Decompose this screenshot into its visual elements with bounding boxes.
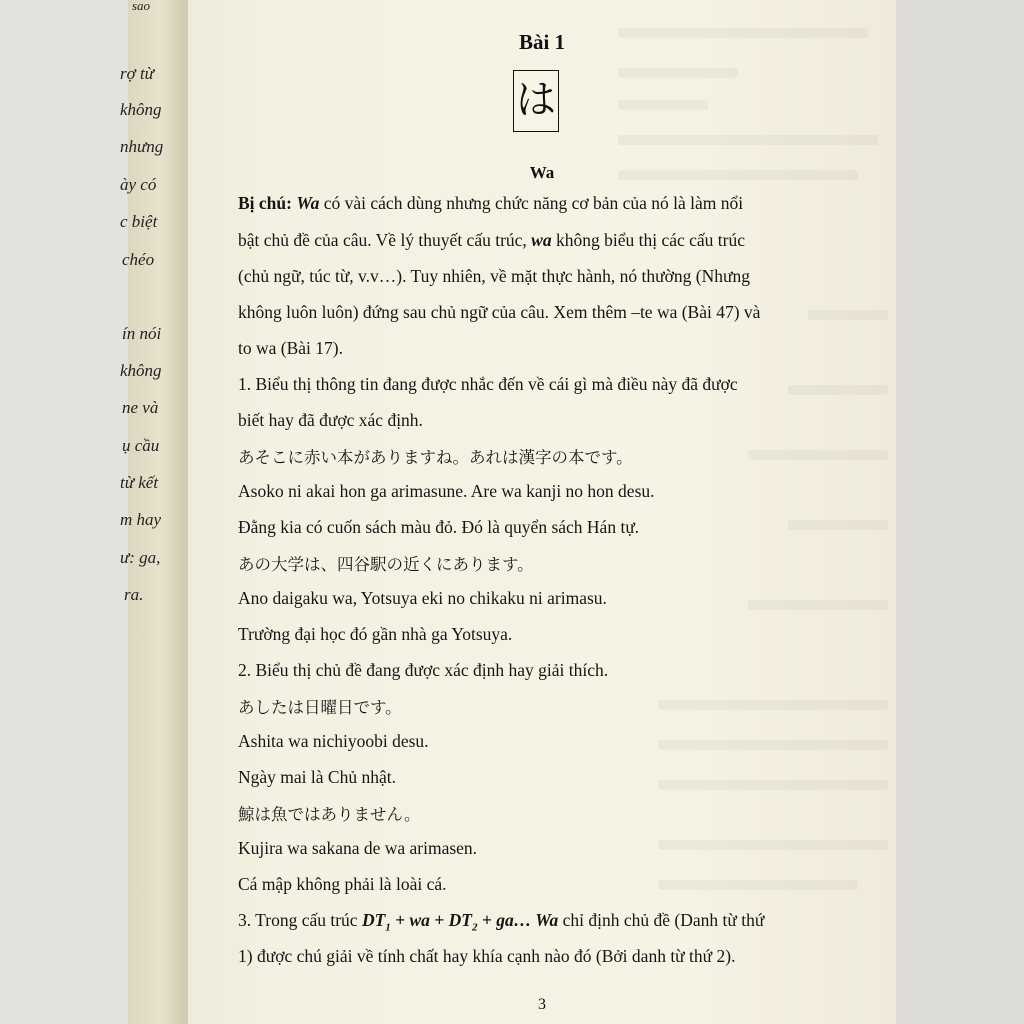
example-vietnamese: Đằng kia có cuốn sách màu đỏ. Đó là quyển sách Hán tự. (238, 517, 640, 537)
left-fragment: m hay (120, 510, 162, 529)
example-japanese: 鯨は魚ではありません。 (238, 805, 421, 824)
example-japanese: あしたは日曜日です。 (238, 698, 402, 717)
section-1-heading: biết hay đã được xác định. (238, 410, 423, 430)
example-vietnamese: Trường đại học đó gần nhà ga Yotsuya. (238, 624, 513, 644)
bleed-through-texture (188, 0, 896, 1024)
left-fragment: ụ cầu (122, 436, 160, 455)
note-label: Bị chú: (238, 193, 292, 213)
example-japanese: あそこに赤い本がありますね。あれは漢字の本です。 (238, 448, 633, 467)
section-1-heading: 1. Biểu thị thông tin đang được nhắc đến về cái gì mà điều này đã được (238, 374, 738, 394)
example-romaji: Asoko ni akai hon ga arimasune. Are wa kanji no hon desu. (238, 481, 655, 501)
book-page (188, 0, 896, 1024)
example-vietnamese: Ngày mai là Chủ nhật. (238, 767, 396, 787)
left-fragment: không (120, 361, 162, 380)
left-page-edge (120, 0, 188, 1024)
example-romaji: Ashita wa nichiyoobi desu. (238, 731, 429, 751)
note-line: không luôn luôn) đứng sau chủ ngữ của câu. Xem thêm –te wa (Bài 47) và (238, 302, 761, 322)
left-fragment: ày có (120, 175, 157, 194)
lesson-romaji: Wa (529, 163, 555, 182)
left-fragment: ne và (122, 398, 159, 417)
note-line: to wa (Bài 17). (238, 338, 343, 358)
left-fragment: rợ từ (120, 64, 154, 83)
note-line: bật chủ đề của câu. Về lý thuyết cấu trúc, wa không biểu thị các cấu trúc (238, 230, 746, 250)
section-2-heading: 2. Biểu thị chủ đề đang được xác định hay giải thích. (238, 660, 609, 680)
left-fragment: ín nói (122, 324, 162, 343)
background-left (0, 0, 128, 1024)
example-romaji: Ano daigaku wa, Yotsuya eki no chikaku ni arimasu. (238, 588, 607, 608)
section-3-line: 1) được chú giải về tính chất hay khía cạnh nào đó (Bởi danh từ thứ 2). (238, 946, 736, 966)
left-fragment: không (120, 100, 162, 119)
example-japanese: あの大学は、四谷駅の近くにあります。 (238, 555, 534, 574)
left-fragment: nhưng (120, 137, 164, 156)
left-fragment: ra. (124, 585, 144, 604)
example-romaji: Kujira wa sakana de wa arimasen. (238, 838, 478, 858)
left-fragment: ư: ga, (120, 548, 161, 567)
note-line: Bị chú: Wa có vài cách dùng nhưng chức năng cơ bản của nó là làm nổi (238, 193, 744, 213)
left-fragment: từ kết (120, 473, 159, 492)
example-vietnamese: Cá mập không phải là loài cá. (238, 874, 447, 894)
note-wa: Wa (296, 193, 320, 213)
hiragana-ha-box: は (513, 70, 559, 132)
section-3-heading: 3. Trong cấu trúc $DT_1$ + wa + $DT_2$ + ga… Wa chỉ định chủ đề (Danh từ thứ (238, 910, 765, 934)
left-fragment: chéo (122, 250, 155, 269)
note-line: (chủ ngữ, túc từ, v.v…). Tuy nhiên, về mặt thực hành, nó thường (Nhưng (238, 266, 750, 286)
background-right (896, 0, 1024, 1024)
page-number: 3 (538, 996, 546, 1013)
lesson-title: Bài 1 (518, 30, 566, 54)
left-fragment: sao (132, 0, 151, 13)
left-fragment: c biệt (120, 212, 158, 231)
